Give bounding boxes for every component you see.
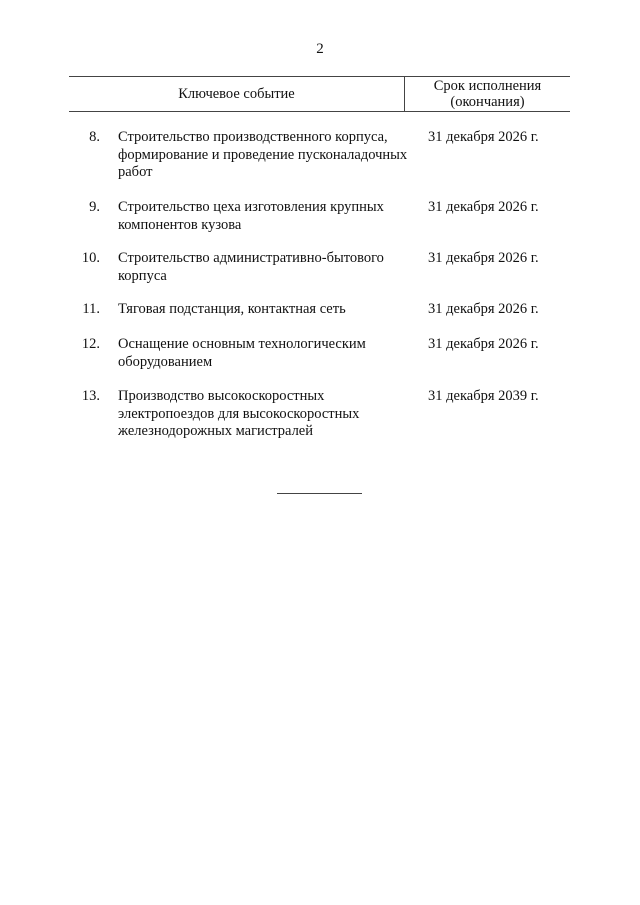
end-rule	[277, 493, 362, 494]
row-deadline: 31 декабря 2026 г.	[428, 129, 539, 145]
header-deadline-line1: Срок исполнения	[433, 78, 542, 94]
row-number: 10.	[81, 250, 100, 266]
table-header	[69, 76, 570, 112]
row-number: 12.	[81, 336, 100, 352]
row-deadline: 31 декабря 2039 г.	[428, 388, 539, 404]
row-number: 9.	[89, 199, 100, 215]
page-number: 2	[316, 41, 324, 57]
table-row	[69, 199, 570, 250]
row-event: Производство высокоскоростных электропоездов для высокоскоростных железнодорожных магистралей	[118, 388, 360, 439]
table-row	[69, 388, 570, 448]
table-row	[69, 250, 570, 301]
row-event: Строительство производственного корпуса, формирование и проведение пусконаладочных работ	[118, 129, 408, 180]
row-number: 11.	[82, 301, 100, 317]
header-deadline-line2: (окончания)	[450, 94, 525, 110]
table-row	[69, 336, 570, 388]
row-deadline: 31 декабря 2026 г.	[428, 301, 539, 317]
table-row	[69, 129, 570, 199]
events-list	[69, 129, 570, 448]
row-event: Строительство административно-бытового корпуса	[118, 250, 384, 284]
row-event: Тяговая подстанция, контактная сеть	[118, 301, 346, 317]
header-deadline	[405, 77, 570, 111]
row-event: Строительство цеха изготовления крупных компонентов кузова	[118, 199, 384, 233]
row-number: 8.	[89, 129, 100, 145]
row-deadline: 31 декабря 2026 г.	[428, 250, 539, 266]
row-event: Оснащение основным технологическим оборудованием	[118, 336, 366, 370]
header-event: Ключевое событие	[178, 85, 295, 102]
row-deadline: 31 декабря 2026 г.	[428, 199, 539, 215]
row-number: 13.	[81, 388, 100, 404]
table-row	[69, 301, 570, 336]
row-deadline: 31 декабря 2026 г.	[428, 336, 539, 352]
